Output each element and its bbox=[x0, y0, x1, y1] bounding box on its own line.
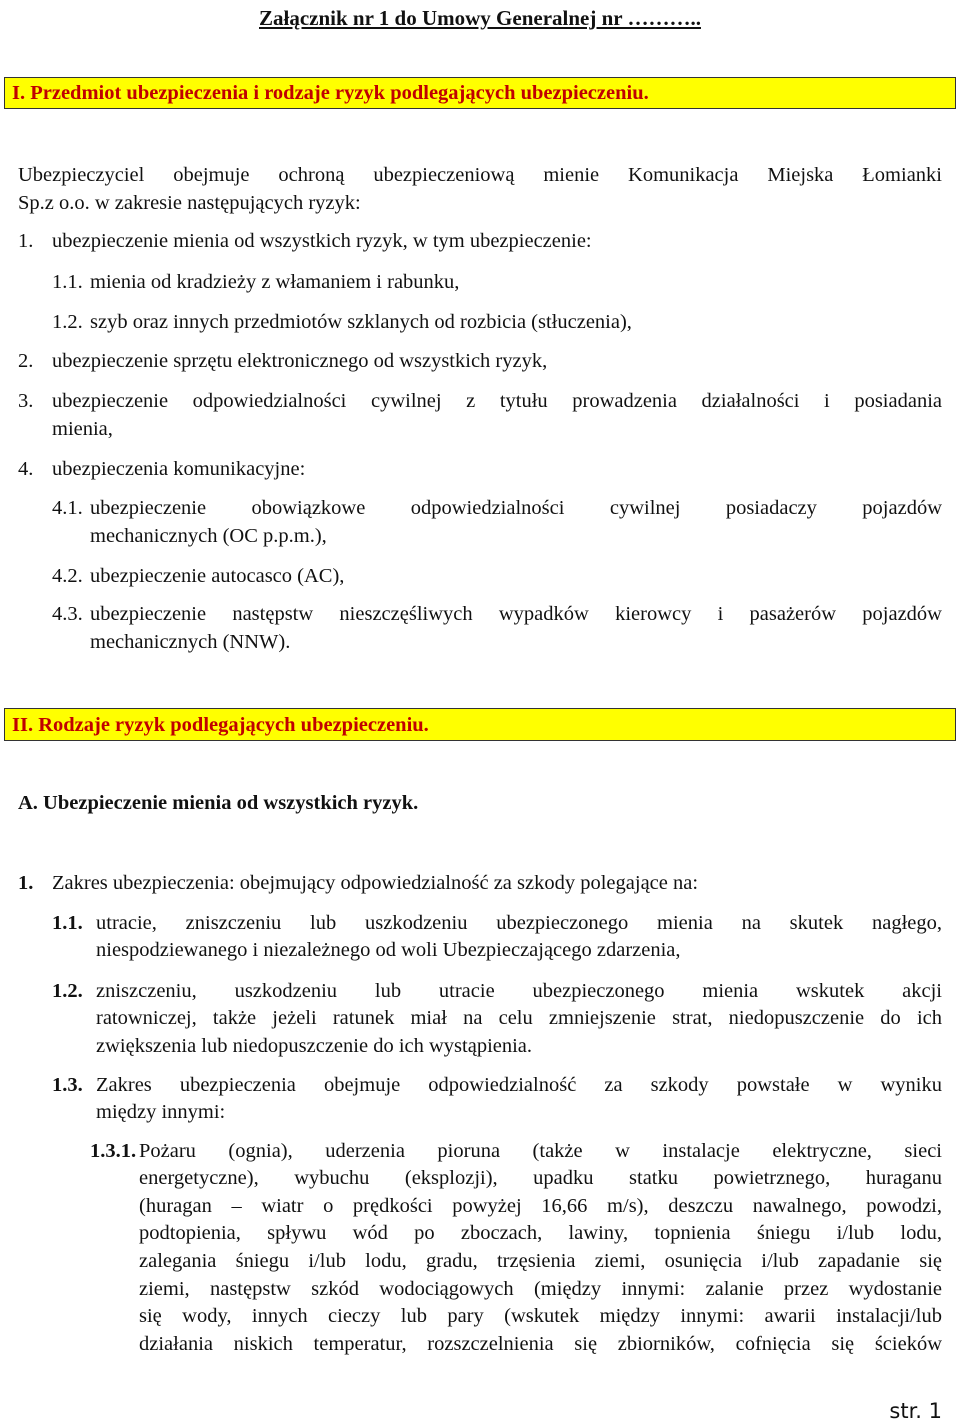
clause-1-3-1-line-4: podtopienia, spływu wód po zboczach, lawiny, topnienia śniegu i/lub lodu, bbox=[139, 1222, 942, 1244]
clause-1-1-number: 1.1. bbox=[52, 912, 83, 934]
list-item-1-text: ubezpieczenie mienia od wszystkich ryzyk, w tym ubezpieczenie: bbox=[52, 230, 592, 252]
section-1-heading-bar bbox=[4, 77, 956, 109]
list-item-1-1-number: 1.1. bbox=[52, 271, 83, 293]
section-1-heading: I. Przedmiot ubezpieczenia i rodzaje ryzyk podlegających ubezpieczeniu. bbox=[12, 82, 649, 104]
clause-1-3-1-line-2: energetyczne), wybuchu (eksplozji), upadku statku powietrznego, huraganu bbox=[139, 1167, 942, 1189]
clause-1-2-line-3: zwiększenia lub niedopuszczenie do ich wystąpienia. bbox=[96, 1035, 533, 1057]
clause-1-2-number: 1.2. bbox=[52, 980, 83, 1002]
clause-1-text: Zakres ubezpieczenia: obejmujący odpowiedzialność za szkody polegające na: bbox=[52, 872, 699, 894]
clause-1-3-line-2: między innymi: bbox=[96, 1101, 226, 1123]
clause-1-3-1-line-1: Pożaru (ognia), uderzenia pioruna (także w instalacje elektryczne, sieci bbox=[139, 1140, 942, 1162]
clause-1-3-1-line-5: zalegania śniegu i/lub lodu, gradu, trzęsienia ziemi, osunięcia i/lub zapadanie się bbox=[139, 1250, 942, 1272]
list-item-1-2-text: szyb oraz innych przedmiotów szklanych od rozbicia (stłuczenia), bbox=[90, 311, 632, 333]
clause-1-3-1-number: 1.3.1. bbox=[90, 1140, 137, 1162]
subsection-a-heading: A. Ubezpieczenie mienia od wszystkich ryzyk. bbox=[18, 792, 419, 814]
list-item-2-text: ubezpieczenie sprzętu elektronicznego od wszystkich ryzyk, bbox=[52, 350, 548, 372]
list-item-4-2-text: ubezpieczenie autocasco (AC), bbox=[90, 565, 345, 587]
list-item-4-1-number: 4.1. bbox=[52, 497, 83, 519]
list-item-2-number: 2. bbox=[18, 350, 34, 372]
clause-1-3-1-line-8: działania niskich temperatur, rozszczelnienia się zbiorników, cofnięcia się ścieków bbox=[139, 1333, 942, 1355]
section-2-heading: II. Rodzaje ryzyk podlegających ubezpieczeniu. bbox=[12, 714, 429, 736]
document-title: Załącznik nr 1 do Umowy Generalnej nr ……….. bbox=[259, 6, 701, 30]
clause-1-3-1-line-3: (huragan – wiatr o prędkości powyżej 16,66 m/s), deszczu nawalnego, powodzi, bbox=[139, 1195, 942, 1217]
list-item-1-1-text: mienia od kradzieży z włamaniem i rabunku, bbox=[90, 271, 460, 293]
clause-1-2-line-1: zniszczeniu, uszkodzeniu lub utracie ubezpieczonego mienia wskutek akcji bbox=[96, 980, 942, 1002]
list-item-4-3-number: 4.3. bbox=[52, 603, 83, 625]
intro-line-2: Sp.z o.o. w zakresie następujących ryzyk: bbox=[18, 192, 361, 214]
list-item-4-1-text-line-1: ubezpieczenie obowiązkowe odpowiedzialności cywilnej posiadaczy pojazdów bbox=[90, 497, 942, 519]
intro-line-1: Ubezpieczyciel obejmuje ochroną ubezpieczeniową mienie Komunikacja Miejska Łomianki bbox=[18, 164, 942, 186]
clause-1-3-number: 1.3. bbox=[52, 1074, 83, 1096]
clause-1-number: 1. bbox=[18, 872, 34, 894]
clause-1-3-1-line-6: ziemi, następstw szkód wodociągowych (między innymi: zalanie przez wydostanie bbox=[139, 1278, 942, 1300]
clause-1-3-line-1: Zakres ubezpieczenia obejmuje odpowiedzialność za szkody powstałe w wyniku bbox=[96, 1074, 942, 1096]
list-item-4-text: ubezpieczenia komunikacyjne: bbox=[52, 458, 306, 480]
list-item-3-text-line-2: mienia, bbox=[52, 418, 113, 440]
list-item-4-1-text-line-2: mechanicznych (OC p.p.m.), bbox=[90, 525, 327, 547]
page-number: str. 1 bbox=[889, 1399, 942, 1423]
section-2-heading-bar bbox=[4, 708, 956, 741]
clause-1-2-line-2: ratowniczej, także jeżeli ratunek miał na celu zmniejszenie strat, niedopuszczenie do ich bbox=[96, 1007, 942, 1029]
list-item-1-2-number: 1.2. bbox=[52, 311, 83, 333]
clause-1-1-line-1: utracie, zniszczeniu lub uszkodzeniu ubezpieczonego mienia na skutek nagłego, bbox=[96, 912, 942, 934]
list-item-4-3-text-line-1: ubezpieczenie następstw nieszczęśliwych wypadków kierowcy i pasażerów pojazdów bbox=[90, 603, 942, 625]
clause-1-1-line-2: niespodziewanego i niezależnego od woli Ubezpieczającego zdarzenia, bbox=[96, 939, 681, 961]
list-item-3-text-line-1: ubezpieczenie odpowiedzialności cywilnej z tytułu prowadzenia działalności i posiadania bbox=[52, 390, 942, 412]
list-item-4-2-number: 4.2. bbox=[52, 565, 83, 587]
list-item-3-number: 3. bbox=[18, 390, 34, 412]
clause-1-3-1-line-7: się wody, innych cieczy lub pary (wskutek między innymi: awarii instalacji/lub bbox=[139, 1305, 942, 1327]
list-item-4-3-text-line-2: mechanicznych (NNW). bbox=[90, 631, 291, 653]
list-item-4-number: 4. bbox=[18, 458, 34, 480]
list-item-1-number: 1. bbox=[18, 230, 34, 252]
